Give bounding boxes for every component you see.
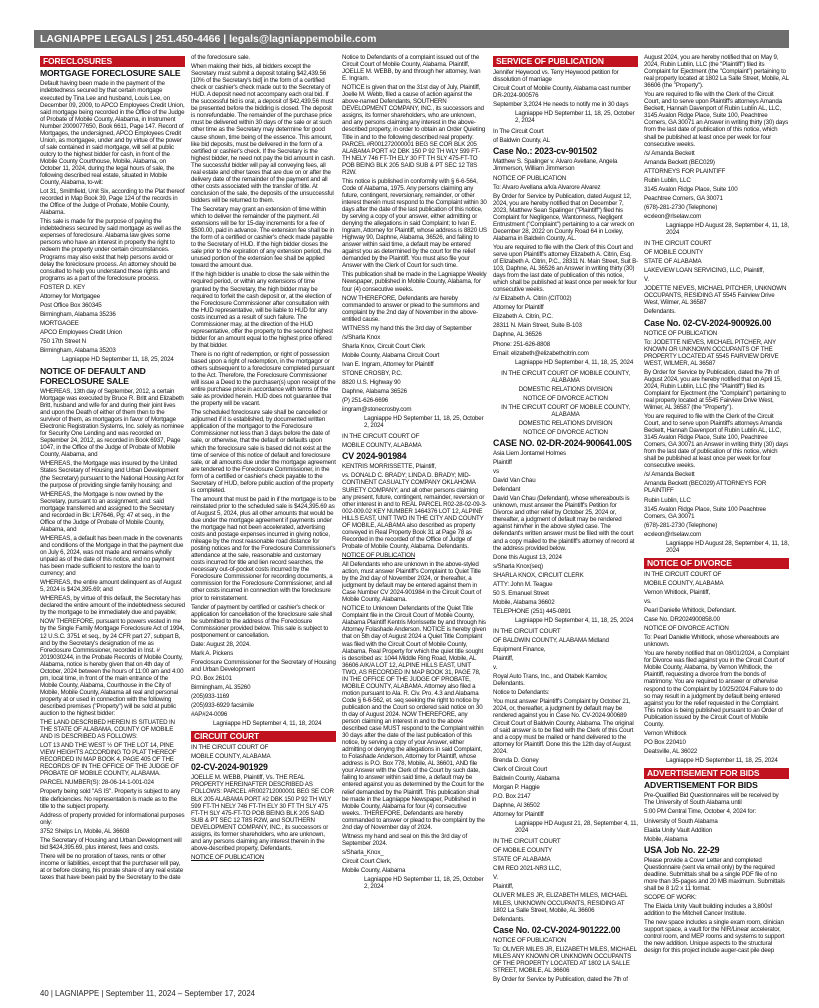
case-number: CV 2024-901984 xyxy=(342,451,407,462)
section-header: ADVERTISEMENT FOR BIDS xyxy=(644,768,789,779)
notice-paragraph: Witness my hand and seal on this the 3rd day of September 2024. xyxy=(342,832,468,847)
case-number: USA Job No. 22-29 xyxy=(644,844,720,855)
notice-paragraph: STATE OF ALABAMA xyxy=(644,258,702,266)
notice-paragraph: PARCEL NUMBER(S): 28-06-14-1-001-024 xyxy=(40,779,154,787)
notice-paragraph: JODETTE NIEVES, MICHAEL PITCHER, UNKNOWN OCCUPANTS, RESIDING AT 5545 Fairview Drive West, Wilmer, AL 36587 xyxy=(644,285,787,307)
notice-paragraph: September 3,2024 He needs to notify me in 30 days xyxy=(493,101,629,109)
page-header: LAGNIAPPE LEGALS | 251.450-4466 | legals@lagniappemobile.com xyxy=(34,30,789,48)
notice-paragraph: Post Office Box 360345 xyxy=(40,301,102,309)
notice-paragraph: You are hereby notified that on 08/01/2024, a Complaint for Divorce was filed against you in the Circuit Court of Mobile County, Alabama, by Vernon Whitlock, the Plaintiff, requesting a divorce from the bonds of matrimony. You are required to answer or otherwise respond to the Complaint by 10/25/2024.Failure to do so may result in a judgment by default being entered against you for the relief requested in the Complaint. This notice is being published pursuant to an Order of Publication issued by the Circuit Court of Mobile County. xyxy=(644,650,789,728)
notice-paragraph: In The Circuit Court xyxy=(493,128,544,136)
notice-paragraph: 3145 Avalon Ridge Place, Suite 100 Peachtree Corners, GA 30071 xyxy=(644,505,766,520)
notice-paragraph: Circuit Court of Mobile County, Alabama cast number DR-2024-900576 xyxy=(493,85,631,100)
notice-paragraph: The Elaida Unity Vault building includes a 3,800sf addition to the Mitchell Cancer Institute. xyxy=(644,902,772,917)
publication-line: Lagniappe HD September 4, 11, 18, 25, 2024 xyxy=(515,616,634,624)
notice-paragraph: NOW THEREFORE, pursuant to powers vested in me by the Single Family Mortgage Foreclosure Act of 1994, 12 U.S.C. 3751 et seq., by 24 CFR part 27, subpart B, and by the Secretary's designation of me as Foreclosure Commissioner, recorded in Inst. # 2019030244, in the Probate Records of Mobile County, Alabama, notice is hereby given that on 4th day of October, 2024 between the hours of 11:00 am and 4:00 pm, local time, in front of the main entrance of the Mobile County, Alabama, Courthouse in the City of Mobile, Mobile County, Alabama all real and personal property at or used in connection with the following described premises ("Property") will be sold at public auction to the highest bidder: xyxy=(40,618,185,718)
notice-paragraph: OF MOBILE COUNTY xyxy=(493,847,553,855)
notice-paragraph: Notice to Defendants: xyxy=(493,689,550,697)
notice-paragraph: P.O. Box 2147 xyxy=(493,792,531,800)
notice-paragraph: Plaintiff, xyxy=(493,883,514,891)
notice-paragraph: IN THE CIRCUIT COURT OF xyxy=(342,433,420,441)
notice-heading: MORTGAGE FORECLOSURE SALE xyxy=(40,68,181,78)
notice-paragraph: Mobile County, Alabama Circuit Court xyxy=(342,351,440,359)
notice-paragraph: You are required to file with the Clerk of the Circuit Court, and to serve upon Plaintiff's attorneys Amanda Beckett, Hannah Davenport of Rubin Lublin AL, LLC, 3145 Avalon Ridge Place, Suite 100, Peachtree Corners, GA 30071 an Answer in writing thirty (30) days from the last date of publication of this notice, which shall be published at least once per week for four consecutive weeks. xyxy=(644,91,789,148)
notice-paragraph: Lot 31, Smithfield, Unit Six, according to the Plat thereof recorded in Map Book 39, Page 124 of the records in the Office of the Judge of Probate, Mobile County, Alabama. xyxy=(40,188,185,217)
notice-paragraph: The new space includes a single exam room, clinician support space, a vault for the NIR/Linear accelerator, control room, and MEP rooms and systems to support the new addition. Unique aspects to the structural design for this project include auger-cast pile deep xyxy=(644,919,785,955)
notice-paragraph: NOTICE OF PUBLICATION xyxy=(493,936,567,944)
notice-paragraph: MOBILE COUNTY, ALABAMA xyxy=(644,579,724,587)
notice-paragraph: OF MOBILE COUNTY xyxy=(644,249,704,257)
notice-paragraph: To: Alvaro Avellana a/k/a Alvarore Alvarez xyxy=(493,183,601,191)
notice-paragraph: FOSTER D. KEY xyxy=(40,283,86,291)
legal-columns xyxy=(40,54,789,984)
section-header: SERVICE OF PUBLICATION xyxy=(493,56,638,67)
notice-paragraph: MOBILE COUNTY, ALABAMA xyxy=(342,442,422,450)
notice-paragraph: (678)-281-2730 (Telephone) xyxy=(644,203,718,211)
column-5 xyxy=(644,54,789,984)
notice-paragraph: Defendants. xyxy=(644,308,676,316)
notice-paragraph: To: JODETTE NIEVES, MICHAEL PITCHER, ANY KNOWN OR UNKNOWN OCCUPANTS OF THE PROPERTY LOCATED AT 5545 FAIRVIEW DRIVE WEST, WILMER, AL 36587 xyxy=(644,338,779,367)
notice-paragraph: NOW THEREFORE, Defendants are hereby commanded to answer or plead to the summons and complaint by the 2nd day of November in the above-entitled cause. xyxy=(342,294,480,323)
notice-paragraph: PO Box 220410 xyxy=(644,738,686,746)
notice-paragraph: 3752 Shelps Ln, Mobile, AL 36608 xyxy=(40,827,130,835)
notice-paragraph: Morgan P. Haggie xyxy=(493,783,540,791)
case-number: Case No. 02-CV-2024-901222.00 xyxy=(493,924,621,935)
notice-paragraph: WHEREAS, 13th day of September, 2012, a certain Mortgage was executed by Bruce R. Britt and Elizabeth Britt, husband and wife for and during their joint lives and upon the Death of either of them then to the survivor of them, as mortgagors in favor of Mortgage Electronic Registration Systems, Inc. solely as nominee for Security One Lending and was recorded on September 24, 2012, as recorded in Book 6937, Page 1047, in the Office of the Judge of Probate of Mobile County, Alabama, and xyxy=(40,387,184,459)
notice-paragraph: 5:00 PM Central Time, October 4, 2024 for: xyxy=(644,808,757,816)
notice-paragraph: Equipment Finance, xyxy=(493,646,546,654)
notice-paragraph: August 2024, you are hereby notified that on May 9, 2024, Rubin Lublin, LLC (the "Plaintiff") filed its Complaint for Ejectment (the "Complaint") pertaining to real property located at 1802 La Salle Street, Mobile, AL 36606 (the "Property"). xyxy=(644,54,789,90)
notice-paragraph: Mobile, Alabama 36602 xyxy=(493,598,555,606)
notice-paragraph: s/Sharla_Knox_ xyxy=(342,848,384,856)
notice-paragraph: Daphne, Al 36502 xyxy=(493,801,540,809)
notice-paragraph: Birmingham, Alabama 35203 xyxy=(40,347,116,355)
notice-paragraph: Elizabeth A. Citrin, P.C. xyxy=(493,313,553,321)
notice-paragraph: ATTY: John M. Teague xyxy=(493,580,553,588)
notice-paragraph: MOBILE COUNTY, ALABAMA xyxy=(191,753,271,761)
notice-paragraph: LOT 13 AND THE WEST ½ OF THE LOT 14, PINE VIEW HEIGHTS ACCORDING TO PLAT THEREOF RECORDED IN MAP BOOK 4, PAGE 405 OF THE RECORDS OF IN THE OFFICE OF THE JUDGE OF PROBATE OF MOBILE COUNTY, ALABAMA. xyxy=(40,742,179,778)
notice-paragraph: v. xyxy=(493,664,498,672)
notice-paragraph: IN THE CIRCUIT COURT xyxy=(493,628,561,635)
notice-paragraph: SCOPE OF WORK: xyxy=(644,893,697,901)
notice-paragraph: MORTGAGEE xyxy=(40,319,79,327)
notice-paragraph: Daphne, Alabama 36526 xyxy=(342,388,407,396)
notice-paragraph: Mobile, Alabama xyxy=(644,835,688,843)
notice-paragraph: WHEREAS, by virtue of this default, the Secretary has declared the entire amount of the indebtedness secured by the mortgage to be immediately due and payable; xyxy=(40,595,185,617)
notice-paragraph: NOTICE OF PUBLICATION xyxy=(342,551,416,559)
notice-paragraph: Please provide a Cover Letter and completed Questionnaire (sent via email only) by the required deadline. Submittals shall be a single PDF file of no more than 35-pages and 20 MB maximum. Submittals shall be 8 1/2 x 11 format. xyxy=(644,856,785,892)
notice-paragraph: Clerk of Circuit Court xyxy=(493,765,548,773)
notice-paragraph: Date: August 28, 2024. xyxy=(191,640,251,648)
notice-paragraph: By Order for Service by Publication, dated the 7th of xyxy=(493,975,628,983)
column-3 xyxy=(342,54,487,984)
notice-paragraph: Pearl Danielle Whitlock, Defendant. xyxy=(644,607,737,615)
notice-paragraph: WHEREAS, the entire amount delinquent as of August 5, 2024 is $424,395.69; and xyxy=(40,579,182,594)
notice-paragraph: Amanda Beckett (BEC029) xyxy=(644,158,715,166)
notice-paragraph: Default having been made in the payment of the indebtedness secured by that certain mortgage executed by Tina Lee and husband, Louis Lee, on December 09, 2009, to APCO Employees Credit Union, said mortgage being recorded in the Office of the Judge of Probate of Mobile County, Alabama, in Instrument Number 2009077650, Book 6611, Page 147. Record of Mortgages, the undersigned, APCO Employees Credit Union, as mortgagee, under and by virtue of the power of sale contained in said mortgage, will sell at public outcry to the highest bidder for cash, in front of the Mobile County Courthouse, Mobile, Alabama, on October 11, 2024, during the legal hours of sale, the following described real estate, situated in Mobile County, Alabama, to-wit: xyxy=(40,80,185,187)
notice-paragraph: Royal Auto Trans, Inc., and Otabek Kamilov, Defendants. xyxy=(493,673,608,688)
notice-paragraph: University of South Alabama xyxy=(644,817,718,825)
notice-paragraph: OF BALDWIN COUNTY, ALABAMA Midland xyxy=(493,637,609,645)
notice-paragraph: CIM REO 2021-NR3 LLC, xyxy=(493,865,562,873)
notice-paragraph: Notice to Defendants of a complaint issued out of the Circuit Court of Mobile County, Alabama. Plaintiff, JOELLE M. WEBB, by and through her attorney, Ivan E. Ingram. xyxy=(342,54,481,83)
notice-paragraph: KENTRIS MORRISSETTE, Plaintiff, xyxy=(342,463,436,471)
notice-paragraph: Rubin Lublin, LLC xyxy=(644,176,691,184)
publication-line: Lagniappe HD August 28, September 4, 11, 18, 2024 xyxy=(666,221,789,237)
section-header: NOTICE OF DIVORCE xyxy=(644,558,789,569)
notice-paragraph: 28311 N. Main Street, Suite B-103 xyxy=(493,322,582,330)
notice-paragraph: of Baldwin County, AL xyxy=(493,137,550,145)
notice-paragraph: This sale is made for the purpose of paying the indebtedness secured by said mortgage as well as the expenses of foreclosure. Alabama law gives some persons who have an interest in property the right to redeem the property under certain circumstances. Programs may also exist that help persons avoid or delay the foreclosure process. An attorney should be consulted to help you understand these rights and programs as a part of the foreclosure process. xyxy=(40,218,182,282)
notice-paragraph: Pre-Qualified Bid Questionnaires will be received by The University of South Alabama until xyxy=(644,792,779,807)
notice-paragraph: All Defendants who are unknown in the above-styled action, must answer Plaintiff's Complaint to Quiet Title by the 2nd day of November 2024, or thereafter, a judgment by default may be entered against them in Case Number CV 2024-901984 in the Circuit Court of Mobile County, Alabama. xyxy=(342,561,482,604)
publication-line: Lagniappe HD September 11, 18, 25, October 2, 2024 xyxy=(364,415,484,430)
notice-paragraph: Defendants. xyxy=(493,915,525,923)
notice-paragraph: Attorney for Mortgagee xyxy=(40,292,100,300)
notice-paragraph: Ivan E. Ingram, Attorney for Plaintiff xyxy=(342,360,434,368)
notice-paragraph: 50 S. Emanuel Street xyxy=(493,589,549,597)
notice-paragraph: vs. xyxy=(644,598,652,605)
notice-paragraph: By Order for Service by Publication, dated the 7th of August 2024, you are hereby notified that on April 15, 2024, Rubin Lublin, LLC (the "Plaintiff") filed its Complaint for Ejectment (the "Complaint") pertaining to real property located at 5545 Fairview Drive West, Wilmer, AL 36587 (the "Property"). xyxy=(644,368,786,411)
notice-paragraph: You are required to file with the Clerk of this Court and serve upon Plaintiff's attorney Elizabeth A. Citrin, Esq. of Elizabeth A. Citrin, P.C., 28311 N. Main Street, Suit B-103, Daphne, AL 36526 an Answer in writing thirty (30) days from the last date of publication of this notice, which shall be published at least once per week for four consecutive weeks. xyxy=(493,243,638,294)
notice-paragraph: Birmingham, AL 35260 xyxy=(191,684,251,692)
section-header: FORECLOSURES xyxy=(40,56,185,67)
notice-paragraph: NOTICE OF PUBLICATION xyxy=(191,853,265,861)
notice-paragraph: Peachtree Corners, GA 30071 xyxy=(644,194,723,202)
notice-paragraph: Foreclosure Commissioner for the Secretary of Housing and Urban Development xyxy=(191,658,336,673)
notice-paragraph: iingram@stonecrosby.com xyxy=(342,406,412,414)
publication-line: Lagniappe HD September 11, 18, 25, 2024 xyxy=(62,356,174,364)
notice-paragraph: To: OLIVER MILES JR, ELIZABETH MILES, MICHAEL MILES ANY KNOWN OR UNKNOWN OCCUPANTS OF THE PROPERTY LOCATED AT 1802 LA SALLE STREET, MOBILE, AL 36606 xyxy=(493,945,637,974)
notice-paragraph: You must answer Plaintiff's Complaint by October 21, 2024, or, thereafter, a judgment by default may be rendered against you in Case No. CV-2024-900689 Circuit Court of Baldwin County, Alabama. The original of said answer is to be filed with the Clerk of this Court and a copy must be mailed or hand delivered to the attorney for Plaintiff. Done this the 12th day of August 2024. xyxy=(493,698,634,755)
notice-paragraph: (678)-281-2730 (Telephone) xyxy=(644,521,718,529)
notice-paragraph: of the foreclosure sale. xyxy=(191,54,250,61)
notice-paragraph: Vernon Whitlock, Plaintiff, xyxy=(644,588,710,596)
notice-paragraph: Done this August 13, 2024 xyxy=(493,553,562,561)
column-1 xyxy=(40,54,185,984)
notice-paragraph: ATTORNEYS FOR PLAINTIFF xyxy=(644,167,726,175)
notice-paragraph: The scheduled foreclosure sale shall be cancelled or adjourned if it is established, by documented written application of the mortgagor to the Foreclosure Commissioner not less than 3 days before the date of sale, or otherwise, that the default or defaults upon which the foreclosure sale is based did not exist at the time of service of this notice of default and foreclosure sale, or all amounts due under the mortgage agreement are tendered to the Foreclosure Commissioner, in the form of a certified or cashier's check payable to the Secretary of HUD, before public auction of the property is completed. xyxy=(191,409,336,494)
notice-paragraph: NOTICE is given that on the 31st day of July, Plaintiff, Joelle M. Webb, filed a cause of action against the above-named Defendants, SOUTHERN DEVELOPMENT COMPANY, INC., its successors and assigns, its former shareholders, who are unknown, and any persons claiming any interest in the above-described property, in order to obtain an Order Quieting Title in and to the following described real property: PARCEL #R001272000001 BEG SE COR BLK 205 ALABAMA PORT #2 DBK 150 P 92 TH WLY 599 FT-TH NELY 746 FT-TH ELY 30 FT TH SLY 475-FT-TO POB BEING BLK 205 SAID SUB & PT SEC 12 T8S R2W. xyxy=(342,84,486,176)
notice-paragraph: IN THE CIRCUIT COURT OF MOBILE COUNTY, ALABAMA xyxy=(501,369,630,384)
notice-paragraph: (205)933-6929 facsimile xyxy=(191,702,254,710)
notice-paragraph: Matthew S. Spalinger v. Alvaro Avellane, Angela Jimmerson, William Jimmerson xyxy=(493,158,618,173)
notice-paragraph: WHEREAS, a default has been made in the covenants and conditions of the Mortgage in that the payment due on July 6, 2024, was not made and remains wholly unpaid as of the date of this notice, and no payment has been made sufficient to restore the loan to currency; and xyxy=(40,534,184,578)
column-4 xyxy=(493,54,638,984)
notice-paragraph: This notice is published in conformity with § 6-6-564, Code of Alabama, 1975. Any persons claiming any future, contingent, reversionary, remainder, or other interest therein must respond to the Complaint within 30 days after the date of the last publication of this notice, by serving a copy of your answer, either admitting or denying the allegations in said Complaint; to Ivan E. Ingram, Attorney for Plaintiff, whose address is 8820 US Highway 90, Daphne, Alabama, 36526, and failing to answer within said time, a default may be entered against you as determined by the court for the relief demanded by the Plaintiff. You must also file your Answer with the Clerk of Court for such time. xyxy=(342,177,487,270)
notice-paragraph: TELEPHONE (251) 445-0891 xyxy=(493,607,571,615)
publication-line: Lagniappe HD September 4, 11, 18, 25, 2024 xyxy=(515,358,634,366)
notice-paragraph: By Order for Service by Publication, dated August 12, 2024, you are hereby notified that on December 7, 2023, Matthew Sean Spalinger ("Plaintiff") filed his Complaint for Negligence, Wantonness, Negligent Entrustment ("Complaint") pertaining to a car wreck on December 28, 2022 on County Road 64 in Loxley, Alabama in Baldwin County, AL. xyxy=(493,192,635,242)
notice-paragraph: David Van Chau (Defendant), whose whereabouts is unknown, must answer the Plaintiff's Petition for Divorce and other relief by October 25, 2024 or, thereafter, a judgment of default may be rendered against him/her in the above styled case. The defendant's written answer must be filed with the court and a copy mailed to the plaintiff's attorney of record at the address provided below. xyxy=(493,495,635,552)
notice-paragraph: Sharla Knox, Circuit Court Clerk xyxy=(342,342,425,350)
notice-paragraph: DOMESTIC RELATIONS DIVISION xyxy=(518,419,613,427)
notice-paragraph: Baldwin County, Alabama xyxy=(493,774,560,782)
notice-paragraph: Attorney for Plaintiff xyxy=(493,304,544,312)
notice-paragraph: (205)933-1169 xyxy=(191,693,230,701)
notice-paragraph: ecxleon@rlselaw.com xyxy=(644,530,702,538)
notice-paragraph: There is no right of redemption, or right of possession based upon a right of redemption, in the mortgagor or others subsequent to a foreclosure completed pursuant to the Act. Therefore, the Foreclosure Commissioner will issue a Deed to the purchaser(s) upon receipt of the entire purchase price in accordance with terms of the sale as provided herein. HUD does not guarantee that the property will be vacant. xyxy=(191,350,336,408)
notice-paragraph: Daphne, AL 36526 xyxy=(493,331,542,339)
notice-paragraph: NOTICE OF PUBLICATION xyxy=(644,329,718,337)
notice-paragraph: When making their bids, all bidders except the Secretary must submit a deposit totaling $42,439.56 [10% of the Secretary's bid] in the form of a certified check or cashier's check made out to the Secretary of HUD. A deposit need not accompany each oral bid. If the successful bid is oral, a deposit of $42,439.56 must be presented before the bidding is closed. The deposit is nonrefundable. The remainder of the purchase price must be delivered within 30 days of the sale or at such other time as the Secretary may determine for good cause shown, time being of the essence. This amount, like bid deposits, must be delivered in the form of a certified or cashier's check. If the Secretary is the highest bidder, he need not pay the bid amount in cash. The successful bidder will pay all conveying fees, all real estate and other taxes that are due on or after the delivery date of the remainder of the payment and all other costs associated with the transfer of title. At conclusion of the sale, the deposits of the unsuccessful bidders will be returned to them. xyxy=(191,63,335,204)
notice-paragraph: There will be no proration of taxes, rents or other income or liabilities, except that the purchaser will pay, at or before closing, his prorate share of any real estate taxes that have been paid by the Secretary to the date xyxy=(40,852,183,881)
notice-paragraph: WITNESS my hand this the 3rd day of September xyxy=(342,324,472,332)
notice-paragraph: JOELLE M. WEBB, Plaintiff, Vs. THE REAL PROPERTY HEREINAFTER DESCRIBED AS FOLLOWS: PARCEL #R002712000001 BEG SE COR BLK 205 ALABAMA PORT #2 DBK 150 P 92 TH WLY 599 FT-TH NELY 746 FT-TH ELY 30 FT TH SLY 475 FT-TH SLY 475-FT-TO POB BEING BLK 205 SAID SUB & PT SEC 12 T8S R2W, and SOUTHERN DEVELOPMENT COMPANY, INC., its successors or assigns, its former shareholders, who are unknown, and any persons claiming any interest therein in the above-described property, Defendants. xyxy=(191,774,334,852)
notice-paragraph: Elaida Unity Vault Addition xyxy=(644,826,713,834)
notice-paragraph: Brenda D. Goney xyxy=(493,756,539,764)
notice-paragraph: LAKEVIEW LOAN SERVICING, LLC, Plaintiff, xyxy=(644,267,764,275)
notice-paragraph: 8820 U.S. Highway 90 xyxy=(342,379,401,387)
case-number: Case No.: 2023-cv-901502 xyxy=(493,146,597,157)
notice-paragraph: Plaintiff xyxy=(493,459,512,467)
notice-paragraph: NOTICE to Unknown Defendants of the Quiet Title Complaint file in the Circuit Court of Mobile County, Alabama Plaintiff Kentris Morrissette by and through his Attorney Folashade Anderson. NOTICE is hereby given that on 5th day of August 2024 a Quiet Title Complaint was filed with the Circuit Court of Mobile County, Alabama. Real Property for which the quiet title sought is described as: 1044 Middle Ring Road, Mobile, AL 36606 A/K/A LOT 12, ALPINE HILLS EAST, UNIT TWO, AS RECORDED IN MAP BOOK 31, PAGE 78, IN THE OFFICE OF THE JUDGE OF PROBATE, MOBILE COUNTY, ALABAMA. Attorney also filed a motion pursuant to Ala. R. Civ. Pro. 4.3 and Alabama Code § 6-6-562, et. seq seeking the right to notice by publication and the Court so ordered said notice on 30 th day of August 2024. NOW THEREFORE, any person claiming an interest in and to the above described case MUST respond to the Complaint within 30 days after the date of the last publication of this notice, by serving a copy of your Answer, either admitting or denying the allegations in said Complaint, to Folashade Anderson, Attorney for Plaintiff, whose address is P.O. Box 778, Mobile, AL 36601, AND file your Answer with the Clerk of the Court by such date, failing to answer within said time, a default may be entered against you as determined by the Court for the relief demanded by the Plaintiff. This publication shall be made in the Lagniappe Newspaper, Published in Mobile County, Alabama for four (4) consecutive weeks.. THEREFORE, Defendants are hereby commanded to answer or plead to the complaint by the 2nd day of November day of 2024. xyxy=(342,605,487,831)
notice-paragraph: IN THE CIRCUIT COURT OF xyxy=(644,570,722,578)
notice-paragraph: ecxleon@rlselaw.com xyxy=(644,212,702,220)
publication-line: Lagniappe HD September 11, 18, 25, 2024 xyxy=(666,756,778,764)
notice-paragraph: IN THE CIRCUIT COURT OF MOBILE COUNTY, ALABAMA xyxy=(501,403,630,418)
notice-paragraph: Jennifer Heywood vs. Terry Heywood petition for dissolution of marriage xyxy=(493,69,619,84)
notice-heading: ADVERTISEMENT FOR BIDS xyxy=(644,779,758,790)
notice-paragraph: IN THE CIRCUIT COURT xyxy=(493,838,561,846)
notice-paragraph: Phone: 251-626-8808 xyxy=(493,340,551,348)
notice-paragraph: /s/ Elizabeth A. Citrin (CIT002) xyxy=(493,295,572,303)
notice-paragraph: vs xyxy=(493,468,499,476)
notice-paragraph: IN THE CIRCUIT COURT OF xyxy=(191,744,269,752)
notice-paragraph: /s/ Amanda Beckett xyxy=(644,471,695,479)
notice-paragraph: V. xyxy=(493,874,498,882)
notice-paragraph: Amanda Beckett (BEC029) ATTORNEYS FOR PLAINTIFF xyxy=(644,480,767,495)
publication-line: Lagniappe HD August 28, September 4, 11, 18, 2024 xyxy=(666,539,789,554)
notice-paragraph: This publication shall be made in the Lagniappe Weekly Newspaper, published in Mobile County, Alabama, for four (4) consecutive weeks. xyxy=(342,271,487,293)
notice-paragraph: WHEREAS, the Mortgage was insured by the United States Secretary of Housing and Urban Development (the Secretary) pursuant to the National Housing Act for the purpose of providing single family housing; and xyxy=(40,460,184,489)
notice-paragraph: /s/Sharla Knox xyxy=(342,333,381,341)
notice-paragraph: IN THE CIRCUIT COURT xyxy=(644,240,712,248)
notice-paragraph: Vernon Whitlock xyxy=(644,729,687,737)
notice-paragraph: SHARLA KNOX, CIRCUIT CLERK xyxy=(493,571,584,579)
notice-paragraph: APCO Employees Credit Union xyxy=(40,328,122,336)
notice-paragraph: NOTICE OF DIVORCE ACTION xyxy=(523,428,608,436)
notice-paragraph: Rubin Lublin, LLC xyxy=(644,496,691,504)
notice-paragraph: To: Pearl Danielle Whitlock, whose whereabouts are unknown. xyxy=(644,634,780,649)
notice-paragraph: David Van Chau xyxy=(493,477,536,485)
notice-paragraph: Property being sold "AS IS". Property is subject to any title deficiencies. No representation is made as to the title to the subject property. xyxy=(40,788,180,810)
notice-paragraph: Plaintiff, xyxy=(493,655,514,663)
notice-paragraph: vs. DONALD C. BRADY; LINDA D. BRADY; MID-CONTINENT CASUALTY COMPANY OKLAHOMA SURETY COMPANY; and all other persons claiming any present, future, contingent, remainder, reversion or other interest in and to REAL PARCEL R02-28-02-09-3-002-009.02 KEY NUMBER 1464376 LOT 12, ALPINE HILLS EAST, UNIT TWO IN THE CITY AND COUNTY OF MOBILE, ALABAMA also described as property conveyed in Real Property Book 31 at Page 78 as Recorded in the recorded of the Office of Judge of Probate of Mobile County, Alabama. Defendants. xyxy=(342,472,487,550)
notice-heading: NOTICE OF DEFAULT AND FORECLOSURE SALE xyxy=(40,366,146,386)
notice-paragraph: Deatsville, AL 36022 xyxy=(644,747,698,755)
notice-paragraph: Email: elizabeth@elizabethcitrin.com xyxy=(493,349,589,357)
notice-paragraph: Tender of payment by certified or cashier's check or application for cancellation of the foreclosure sale shall be submitted to the address of the Foreclosure Commissioner provided below. This sale is subject to postponement or cancellation. xyxy=(191,603,333,639)
notice-paragraph: Circuit Court Clerk, xyxy=(342,857,392,865)
page-footer: 40 | LAGNIAPPE | September 11, 2024 – September 17, 2024 xyxy=(40,989,255,998)
column-2 xyxy=(191,54,336,984)
publication-line: Lagniappe HD September 11, 18, 25, October 2, 2024 xyxy=(364,876,484,891)
notice-paragraph: NOTICE OF DIVORCE ACTION xyxy=(523,394,608,402)
notice-paragraph: WHEREAS, the Mortgage is now owned by the Secretary, pursuant to an assignment; and: said mortgage transferred and assigned to the Secretary and recorded in Bk: LR7646, Pg: 47 et seq., in the Office of the Judge of Probate of Mobile County, Alabama, and xyxy=(40,490,175,533)
notice-paragraph: THE LAND DESCRIBED HEREIN IS SITUATED IN THE STATE OF ALABAMA, COUNTY OF MOBILE AND IS DESCRIBED AS FOLLOWS: xyxy=(40,719,175,741)
publication-line: Lagniappe HD August 21, 28, September 4, 11, 2024 xyxy=(515,820,638,835)
notice-paragraph: The amount that must be paid in if the mortgage is to be reinstated prior to the scheduled sale is $424,395.69 as of August 5, 2024, plus all other amounts that would be due under the mortgage agreement if payments under the mortgage had not been accelerated, advertising costs and postage expenses incurred in giving notice, mileage by the most reasonable road distance for posting notices and for the Foreclosure Commissioner's attendance at the sale, reasonable and customary costs incurred for title and lien record searches, the necessary out-of-pocket costs incurred by the Foreclosure Commissioner for recording documents, a commission for the Foreclosure Commissioner, and all other costs incurred in connection with the foreclosure prior to reinstatement. xyxy=(191,495,336,602)
notice-paragraph: Attorney for Plaintiff xyxy=(493,811,544,819)
notice-paragraph: You are required to file with the Clerk of the Circuit Court, and to serve upon Plaintiff's attorneys Amanda Beckett, Hannah Davenport of Rubin Lublin AL, LLC, 3145 Avalon Ridge Place, Suite 100, Peachtree Corners, GA 30071 an Answer in writing thirty (30) days from the last date of publication of this notice, which shall be published at least once per week for four consecutive weeks. xyxy=(644,413,789,470)
notice-paragraph: STATE OF ALABAMA xyxy=(493,856,551,864)
notice-paragraph: s/Sharla Knox(seq) xyxy=(493,562,543,570)
notice-paragraph: NOTICE OF PUBLICATION xyxy=(493,174,567,182)
notice-paragraph: P.O. Box 26101 xyxy=(191,674,232,682)
notice-paragraph: If the high bidder is unable to close the sale within the required period, or within any extensions of time granted by the Secretary, the high bidder may be required to forfeit the cash deposit or, at the election of the Foreclosure Commissioner after consultation with the HUD representative, will be liable to HUD for any costs incurred as a result of such failure. The Commissioner may, at the direction of the HUD representative, offer the property to the second highest bidder for an amount equal to the highest price offered by that bidder. xyxy=(191,271,333,349)
case-number: Case No. 02-CV-2024-900926.00 xyxy=(644,317,772,328)
case-number: CASE NO. 02-DR-2024-900641.00S xyxy=(493,438,632,449)
case-number: 02-CV-2024-901929 xyxy=(191,762,268,773)
notice-paragraph: OLIVER MILES JR, ELIZABETH MILES, MICHAEL MILES, UNKNOWN OCCUPANTS, RESIDING AT 1802 La Salle Street, Mobile, AL 36606 xyxy=(493,892,628,914)
notice-paragraph: Defendant xyxy=(493,486,521,494)
notice-paragraph: STONE CROSBY, P.C. xyxy=(342,369,403,377)
section-header: CIRCUIT COURT xyxy=(191,731,336,742)
notice-paragraph: NOTICE OF DIVORCE ACTION xyxy=(644,625,729,633)
notice-paragraph: #AP#24-0096 xyxy=(191,711,228,719)
notice-paragraph: Asia Liem Jontamel Holmes xyxy=(493,450,566,458)
publication-line: Lagniappe HD September 4, 11, 18, 2024 xyxy=(213,720,322,728)
notice-paragraph: The Secretary may grant an extension of time within which to deliver the remainder of the payment. All extensions will be for 15-day increments for a fee of $500.00, paid in advance. The extension fee shall be in the form of a certified or cashier's check made payable to the Secretary of HUD. If the high bidder closes the sale prior to the expiration of any extension period, the unused portion of the extension fee shall be applied toward the amount due. xyxy=(191,205,334,270)
publication-line: Lagniappe HD September 11, 18, 25, October 2, 2024 xyxy=(515,110,635,125)
notice-paragraph: DOMESTIC RELATIONS DIVISION xyxy=(518,385,613,393)
notice-paragraph: (P) 251-626-6696 xyxy=(342,397,389,405)
notice-paragraph: Address of property provided for informational purposes only: xyxy=(40,811,185,826)
notice-paragraph: Mark A. Pickens xyxy=(191,649,234,657)
notice-paragraph: 750 17th Street N xyxy=(40,338,86,345)
notice-paragraph: Case No. DR2024900858.00 xyxy=(644,616,720,624)
notice-paragraph: /s/ Amanda Beckett xyxy=(644,149,695,157)
notice-paragraph: 3145 Avalon Ridge Place, Suite 100 xyxy=(644,185,738,193)
notice-paragraph: Mobile County, Alabama xyxy=(342,866,406,874)
notice-paragraph: V. xyxy=(644,276,649,284)
notice-paragraph: Birmingham, Alabama 35236 xyxy=(40,310,116,318)
notice-paragraph: The Secretary of Housing and Urban Development will bid $424,395.69, plus interest, fees and costs. xyxy=(40,836,182,851)
